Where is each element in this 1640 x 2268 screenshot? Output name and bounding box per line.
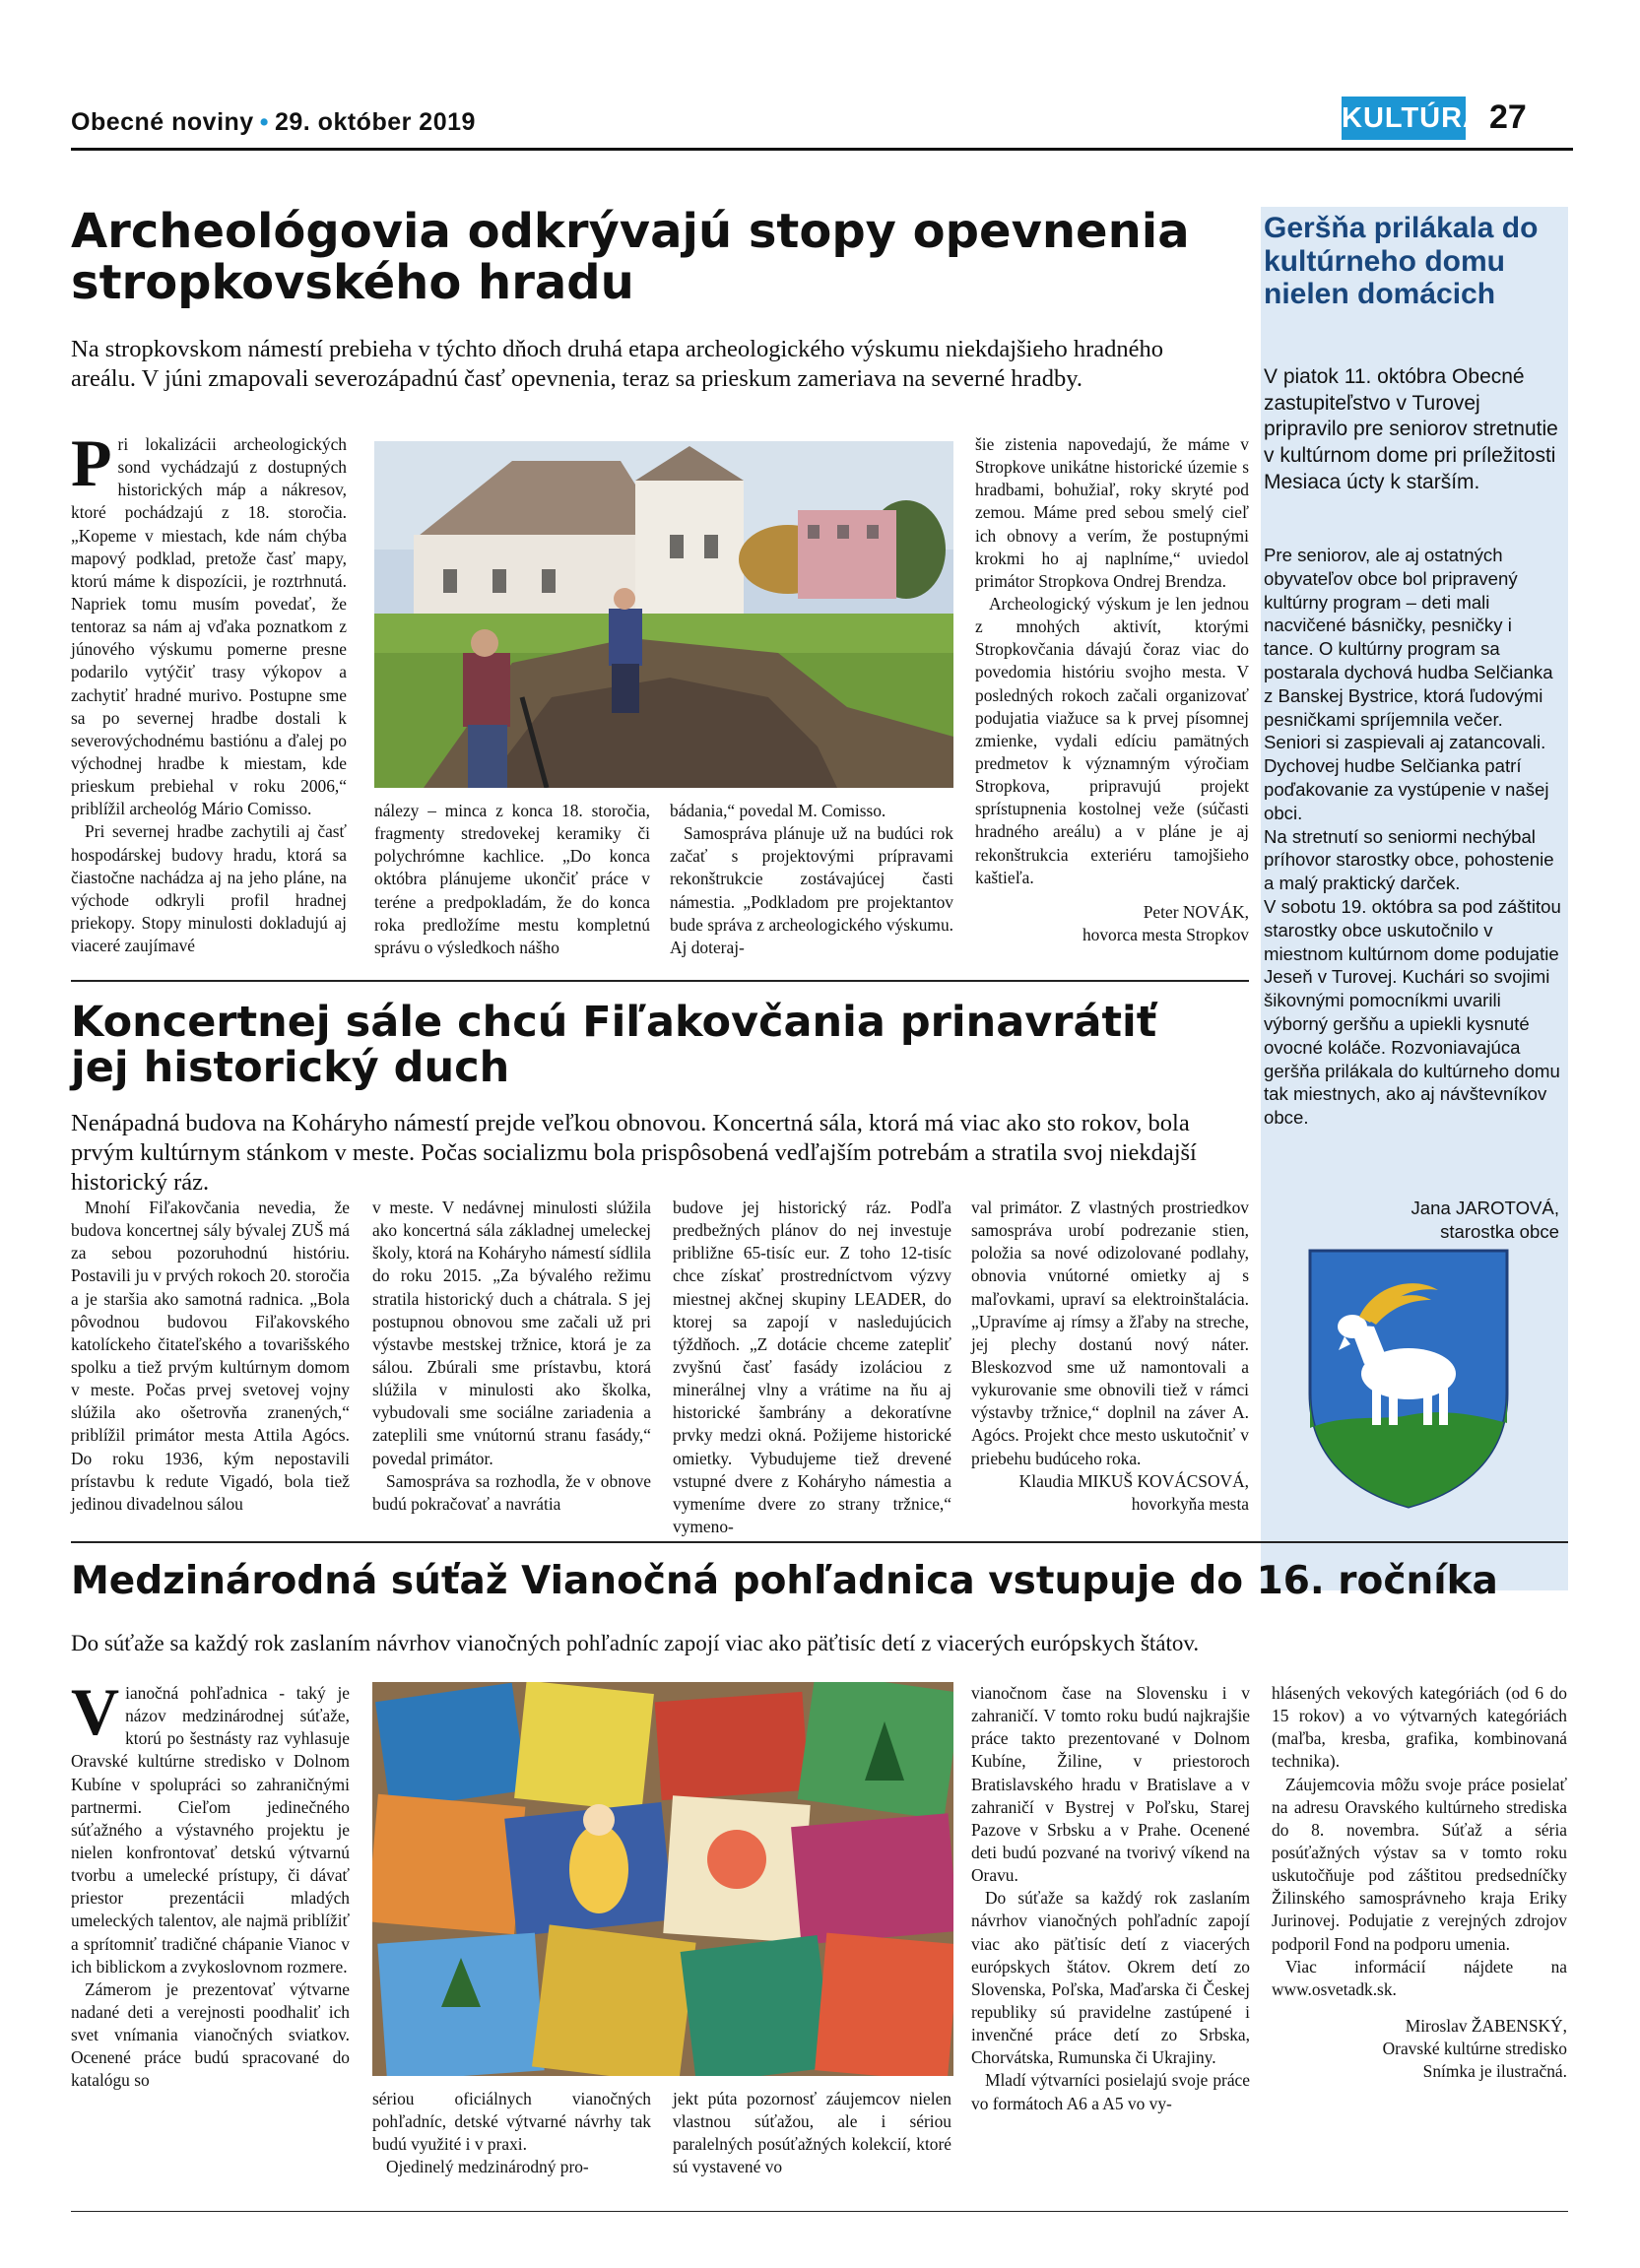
article2-title-line2: jej historický duch: [71, 1043, 510, 1093]
article2-paragraph: v meste. V nedávnej minulosti slúžila ako koncertná sála základnej umeleckej školy, ktorá na Koháryho námestí sídlila do roku 2015. „Za bývalého režimu stratila historický duch a chátrala. S jej postupnou obnovou sme začali už pri výstavbe mestskej tržnice, ktorá je za sálou. Zbúrali sme prístavbu, ktorá slúžila v minulosti ako školka, vybudovali sme sociálne zariadenia a zateplili sme vnútornú stranu fasády,“ povedal primátor.: [372, 1198, 651, 1468]
article2-title: [71, 1000, 1233, 1091]
article3-paragraph: Záujemcovia môžu svoje práce posielať na adresu Oravského kultúrneho strediska do 8. novembra. Súťaž a séria posúťažných výstav sa v tomto roku uskutočňuje pod záštitou predsedníčky Žilinského samosprávneho kraja Eriky Jurinovej. Podujatie z verejných zdrojov podporil Fond na podporu umenia.: [1272, 1774, 1567, 1954]
article3-column-1: [71, 1674, 350, 2093]
sidebar-title: Geršňa prilákala do kultúrneho domu nielen domácich: [1264, 212, 1539, 311]
article1-paragraph: šie zistenia napovedajú, že máme v Stropkove unikátne historické územie s hradbami, bohužiaľ, roky skryté pod zemou. Máme pred sebou smelý cieľ ich obnovy a verím, že postupnými krokmi ho aj naplníme,“ uviedol primátor Stropkova Ondrej Brendza.: [975, 434, 1249, 591]
issue-date: 29. október 2019: [274, 108, 476, 136]
article2-title-line1: Koncertnej sále chcú Fiľakovčania prinavrátiť: [71, 998, 1157, 1047]
article1-paragraph: ri lokalizácii archeologických sond vychádzajú z dostupných historických máp a nákresov, ktoré pochádzajú z 18. storočia. „Kopeme v miestach, kde nám chýba mapový podklad, pretože časť mapy, ktorú máme k dispozícii, je roztrhnutá. Napriek tomu musím povedať, že tentoraz sa nám aj vďaka poznatkom z júnového výskumu pomerne presne podarilo vytýčiť trasy výkopov a zachytiť hradné murivo. Postupne sme sa po severnej hradbe dostali k severovýchodnému bastiónu a ďalej po východnej hradbe k miestam, kde prieskum prebiehal v roku 2006,“ priblížil archeológ Mário Comisso.: [71, 434, 347, 819]
excavation-photo: [374, 441, 953, 788]
article1-lead: Na stropkovskom námestí prebieha v týchto dňoch druhá etapa archeologického výskumu niekdajšieho hradného areálu. V júni zmapovali severozápadnú časť opevnenia, teraz sa prieskum zameriava na severné hradby.: [71, 336, 1163, 392]
article3-column-4: [971, 1682, 1250, 2115]
article1-paragraph: Samospráva plánuje už na budúci rok začať s projektovými prípravami rekonštrukcie zostávajúcej časti námestia. „Podkladom pre projektantov bude správa z archeologického výskumu. Aj doteraj-: [670, 823, 953, 957]
sidebar-author: Jana JAROTOVÁ,: [1410, 1198, 1559, 1218]
article3-paragraph: ianočná pohľadnica - taký je názov medzinárodnej súťaže, ktorú po šestnásty raz vyhlasuje Oravské kultúrne stredisko v Dolnom Kubíne v spolupráci so zahraničnými partnermi. Cieľom jedinečného súťažného a výstavného projektu je nielen konfrontovať detskú výtvarnú tvorbu a umelecké prístupy, či dávať priestor prezentácii mladých umeleckých talentov, ale najmä priblížiť a sprítomniť tradičné chápanie Vianoc v ich biblickom a zvykoslovnom rozmere.: [71, 1683, 350, 1976]
article3-title: Medzinárodná súťaž Vianočná pohľadnica vstupuje do 16. ročníka: [71, 1559, 1498, 1603]
sidebar-paragraph: Pre seniorov, ale aj ostatných obyvateľov obce bol pripravený kultúrny program – deti mali nacvičené básničky, pesničky i tance. O kultúrny program sa postarala dychová hudba Selčianka z Banskej Bystrice, ktorá ľudovými pesničkami spríjemnila večer. Seniori si zaspievali aj zatancovali. Dychovej hudbe Selčianka patrí poďakovanie za vystúpenie v našej obci.: [1264, 545, 1553, 823]
article2-paragraph: val primátor. Z vlastných prostriedkov samospráva urobí podrezanie stien, položia sa nové odizolované podlahy, obnovia vnútorné omietky aj s maľovkami, upraví sa elektroinštalácia. „Upravíme aj rímsy a žľaby na streche, jej plechy dostanú nový náter. Bleskozvod sme už namontovali a vykurovanie sme obnovili tiež v rámci výstavby tržnice,“ doplnil na záver A. Agócs. Projekt chce mesto uskutočniť v priebehu budúceho roka.: [971, 1198, 1249, 1468]
article3-paragraph: Mladí výtvarníci posielajú svoje práce vo formátoch A6 a A5 vo vy-: [971, 2070, 1250, 2113]
divider: [71, 2211, 1568, 2212]
dropcap-p: P: [71, 425, 112, 500]
article1-title: [71, 204, 1233, 310]
article1-title-line2: stropkovského hradu: [71, 254, 634, 310]
sidebar-author-role: starostka obce: [1440, 1221, 1559, 1243]
article3-author-role: Oravské kultúrne stredisko: [1382, 2039, 1567, 2059]
article2-column-3: [673, 1197, 951, 1538]
coat-of-arms-emblem: [1305, 1246, 1512, 1512]
sidebar-paragraph: V sobotu 19. októbra sa pod záštitou starostky obce uskutočnilo v miestnom kultúrnom dome podujatie Jeseň v Turovej. Kuchári so svojimi šikovnými pomocníkmi uvarili výborný geršňu a upiekli kysnuté ovocné koláče. Rozvoniavajúca geršňa prilákala do kultúrneho domu tak miestnych, ako aj návštevníkov obce.: [1264, 895, 1561, 1129]
header-rule: [71, 148, 1573, 151]
sidebar-paragraph: Na stretnutí so seniormi nechýbal príhovor starostky obce, pohostenie a malý praktický darček.: [1264, 825, 1554, 894]
separator-dot: •: [259, 108, 269, 136]
article1-paragraph: bádania,“ povedal M. Comisso.: [670, 801, 886, 820]
article3-paragraph: vianočnom čase na Slovensku i v zahraničí. V tomto roku budú najkrajšie práce takto prezentované v Dolnom Kubíne, Žiline, v priestoroch Bratislavského hradu v Bratislave a v zahraničí v Bystrej v Poľsku, Starej Pazove v Srbsku a v Prahe. Ocenené deti budú pozvané na tvorivý víkend na Oravu.: [971, 1683, 1250, 1886]
article2-column-2: [372, 1197, 651, 1516]
article2-paragraph: budove jej historický ráz. Podľa predbežných plánov do nej investuje približne 65-tisíc eur. Z toho 12-tisíc chce získať prostredníctvom výzvy miestnej akčnej skupiny LEADER, do ktorej sa zapojí v nasledujúcich týždňoch. „Z dotácie chceme zatepliť zvyšnú časť fasády izoláciou z minerálnej vlny a vrátime na ňu aj historické šambrány a dekoratívne prvky medzi okná. Požijeme historické omietky. Vybudujeme tiež drevené vstupné dvere z Koháryho námestia a vymeníme dvere zo strany tržnice,“ vymeno-: [673, 1198, 951, 1536]
article3-column-2: [372, 2088, 651, 2179]
sidebar-lead: V piatok 11. októbra Obecné zastupiteľstvo v Turovej pripravilo pre seniorov stretnutie v kultúrnom dome pri príležitosti Mesiaca úcty k starším.: [1264, 365, 1558, 493]
article3-lead: Do súťaže sa každý rok zaslaním návrhov vianočných pohľadníc zapojí viac ako päťtisíc detí z viacerých európskych štátov.: [71, 1631, 1200, 1655]
article1-paragraph: Archeologický výskum je len jednou z mnohých aktivít, ktorými Stropkovčania dávajú čoraz viac do povedomia históriu svojho mesta. V posledných rokoch začali organizovať podujatia viažuce sa k prvej písomnej zmienke, vydali edíciu pamätných predmetov k významným výročiam Stropkova, pripravujú projekt sprístupnenia kostolnej veže (súčasti hradného areálu) a v pláne je aj rekonštrukcia exteriéru tamojšieho kaštieľa.: [975, 593, 1249, 887]
article3-column-3: [673, 2088, 951, 2179]
sidebar-signature: [1264, 1197, 1559, 1244]
article2-lead: Nenápadná budova na Koháryho námestí prejde veľkou obnovou. Koncertná sála, ktorá má viac ako sto rokov, bola prvým kultúrnym stánkom v meste. Počas socializmu bola prispôsobená vedľajším potrebám a stratila svoj niekdajší historický ráz.: [71, 1110, 1197, 1196]
christmas-cards-image: [372, 1682, 953, 2076]
article1-column-1: [71, 425, 347, 957]
header-publication: [71, 108, 476, 137]
article3-paragraph: Ojedinelý medzinárodný pro-: [386, 2157, 589, 2177]
article3-paragraph: Zámerom je prezentovať výtvarne nadané deti a verejnosti poodhaliť ich svet vnímania vianočných sviatkov. Ocenené práce budú spracované do katalógu so: [71, 1978, 350, 2091]
section-badge: KULTÚRA: [1342, 97, 1466, 140]
article1-column-2: [374, 800, 650, 959]
article2-paragraph: Samospráva sa rozhodla, že v obnove budú pokračovať a navrátia: [372, 1470, 651, 1514]
article3-column-5: [1272, 1682, 1567, 2083]
dropcap-v: V: [71, 1674, 120, 1749]
article1-column-4: [975, 433, 1249, 946]
article1-title-line1: Archeológovia odkrývajú stopy opevnenia: [71, 204, 1190, 259]
article2-column-1: [71, 1197, 350, 1516]
article2-author: Klaudia MIKUŠ KOVÁCSOVÁ,: [1018, 1470, 1249, 1491]
divider: [71, 1541, 1568, 1543]
article2-paragraph: Mnohí Fiľakovčania nevedia, že budova koncertnej sály bývalej ZUŠ má za sebou pozoruhodnú históriu. Postavili ju v prvých rokoch 20. storočia a je staršia ako samotná radnica. „Bola pôvodnou budovou Fiľakovského katolíckeho čitateľského a tovarišského spolku a tiež prvým kultúrnym domom v meste. Počas prvej svetovej vojny slúžila ako ošetrovňa zranených,“ priblížil primátor mesta Attila Agócs. Do roku 1936, kým nepostavili prístavbu k redute Vigadó, bola tiež jedinou divadelnou sálou: [71, 1198, 350, 1514]
article2-author-role: hovorkyňa mesta: [1131, 1493, 1249, 1514]
divider: [71, 980, 1249, 982]
publication-name: Obecné noviny: [71, 108, 254, 136]
article1-paragraph: Pri severnej hradbe zachytili aj časť hospodárskej budovy hradu, ktorá sa čiastočne nachádza aj na jeho pláne, na východe odkryli profil hradnej priekopy. Stopy minulosti dokladujú aj viaceré zaujímavé: [71, 821, 347, 956]
article3-paragraph: sériou oficiálnych vianočných pohľadníc, detské výtvarné návrhy tak budú využité i v praxi.: [372, 2089, 651, 2155]
excavation-photo-image: [374, 441, 953, 788]
article1-author-role: hovorca mesta Stropkov: [1082, 924, 1249, 944]
goat-crest-icon: [1305, 1246, 1512, 1512]
article1-author: Peter NOVÁK,: [1143, 901, 1249, 922]
christmas-cards-photo: [372, 1682, 953, 2076]
article2-column-4: [971, 1197, 1249, 1516]
article3-paragraph: Viac informácií nájdete na www.osvetadk.sk.: [1272, 1956, 1567, 1999]
article3-photo-note: Snímka je ilustračná.: [1422, 2061, 1567, 2082]
sidebar-body: [1264, 544, 1564, 1130]
article3-paragraph: Do súťaže sa každý rok zaslaním návrhov vianočných pohľadníc zapojí viac ako päťtisíc detí z viacerých európskych štátov. Okrem detí zo Slovenska, Poľska, Maďarska či Českej republiky sú pravidelne zastúpené i invenčné práce detí zo Srbska, Chorvátska, Rumunska či Ukrajiny.: [971, 1888, 1250, 2068]
article1-column-3: [670, 800, 953, 959]
article1-paragraph: nálezy – minca z konca 18. storočia, fragmenty stredovekej keramiky či polychrómne kachlice. „Do konca októbra plánujeme ukončiť práce v teréne a predpokladám, že do konca roka predložíme mestu kompletnú správu o výsledkoch nášho: [374, 801, 650, 957]
article3-paragraph: hlásených vekových kategóriách (od 6 do 15 rokov) a vo výtvarných kategóriách (maľba, kresba, grafika, kombinovaná technika).: [1272, 1683, 1567, 1772]
article3-paragraph: jekt púta pozornosť záujemcov nielen vlastnou súťažou, ale i sériou paralelných posúťažných kolekcií, ktoré sú vystavené vo: [673, 2089, 951, 2177]
page-number: 27: [1489, 98, 1527, 136]
article3-author: Miroslav ŽABENSKÝ,: [1405, 2015, 1567, 2036]
